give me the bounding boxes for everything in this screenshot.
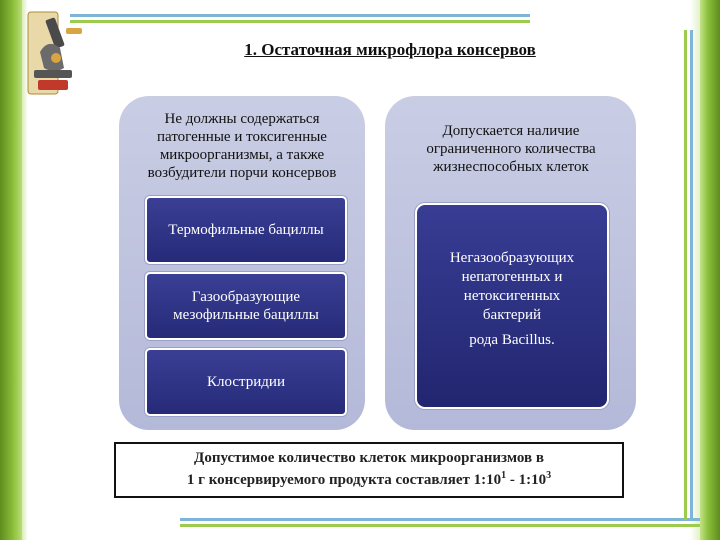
box-line: бактерий (482, 307, 542, 323)
microscope-icon (26, 8, 88, 98)
page-title: 1. Остаточная микрофлора консервов (244, 40, 536, 59)
ratio-separator: - 1:10 (506, 472, 547, 488)
right-green-bar (700, 0, 720, 540)
bottom-stripe-blue (180, 518, 700, 521)
left-item-label: Клостридии (207, 374, 285, 390)
top-stripe-green (70, 20, 530, 23)
bottom-statement (114, 442, 624, 498)
left-item-label: Газообразующие мезофильные бациллы (173, 289, 319, 323)
left-item-label: Термофильные бациллы (168, 222, 324, 238)
bottom-line-1: Допустимое количество клеток микроорганизмов в (194, 450, 544, 466)
left-item-gas-mesophilic (145, 272, 347, 340)
box-line: непатогенных и (461, 269, 563, 285)
top-stripe-blue (70, 14, 530, 17)
box-line: нетоксигенных (463, 288, 561, 304)
left-panel-heading: Не должны содержаться патогенные и токсигенные микроорганизмы, а также возбудители порчи консервов (147, 111, 337, 181)
right-vline-1 (684, 30, 687, 520)
box-line: рода Bacillus. (469, 332, 555, 348)
left-item-clostridia (145, 348, 347, 416)
exponent-1: 1 (501, 470, 507, 481)
right-item-box (415, 203, 609, 409)
bottom-stripe-green (180, 524, 700, 527)
left-item-thermophilic (145, 196, 347, 264)
bottom-line-2-text: 1 г консервируемого продукта составляет 1:10 (186, 472, 502, 488)
box-line: Негазообразующих (449, 250, 575, 266)
right-panel-heading: Допускается наличие ограниченного количества жизнеспособных клеток (426, 123, 596, 175)
left-green-bar (0, 0, 22, 540)
bottom-line-2 (116, 469, 622, 491)
exponent-2: 3 (546, 470, 552, 481)
right-vline-2 (690, 30, 693, 520)
